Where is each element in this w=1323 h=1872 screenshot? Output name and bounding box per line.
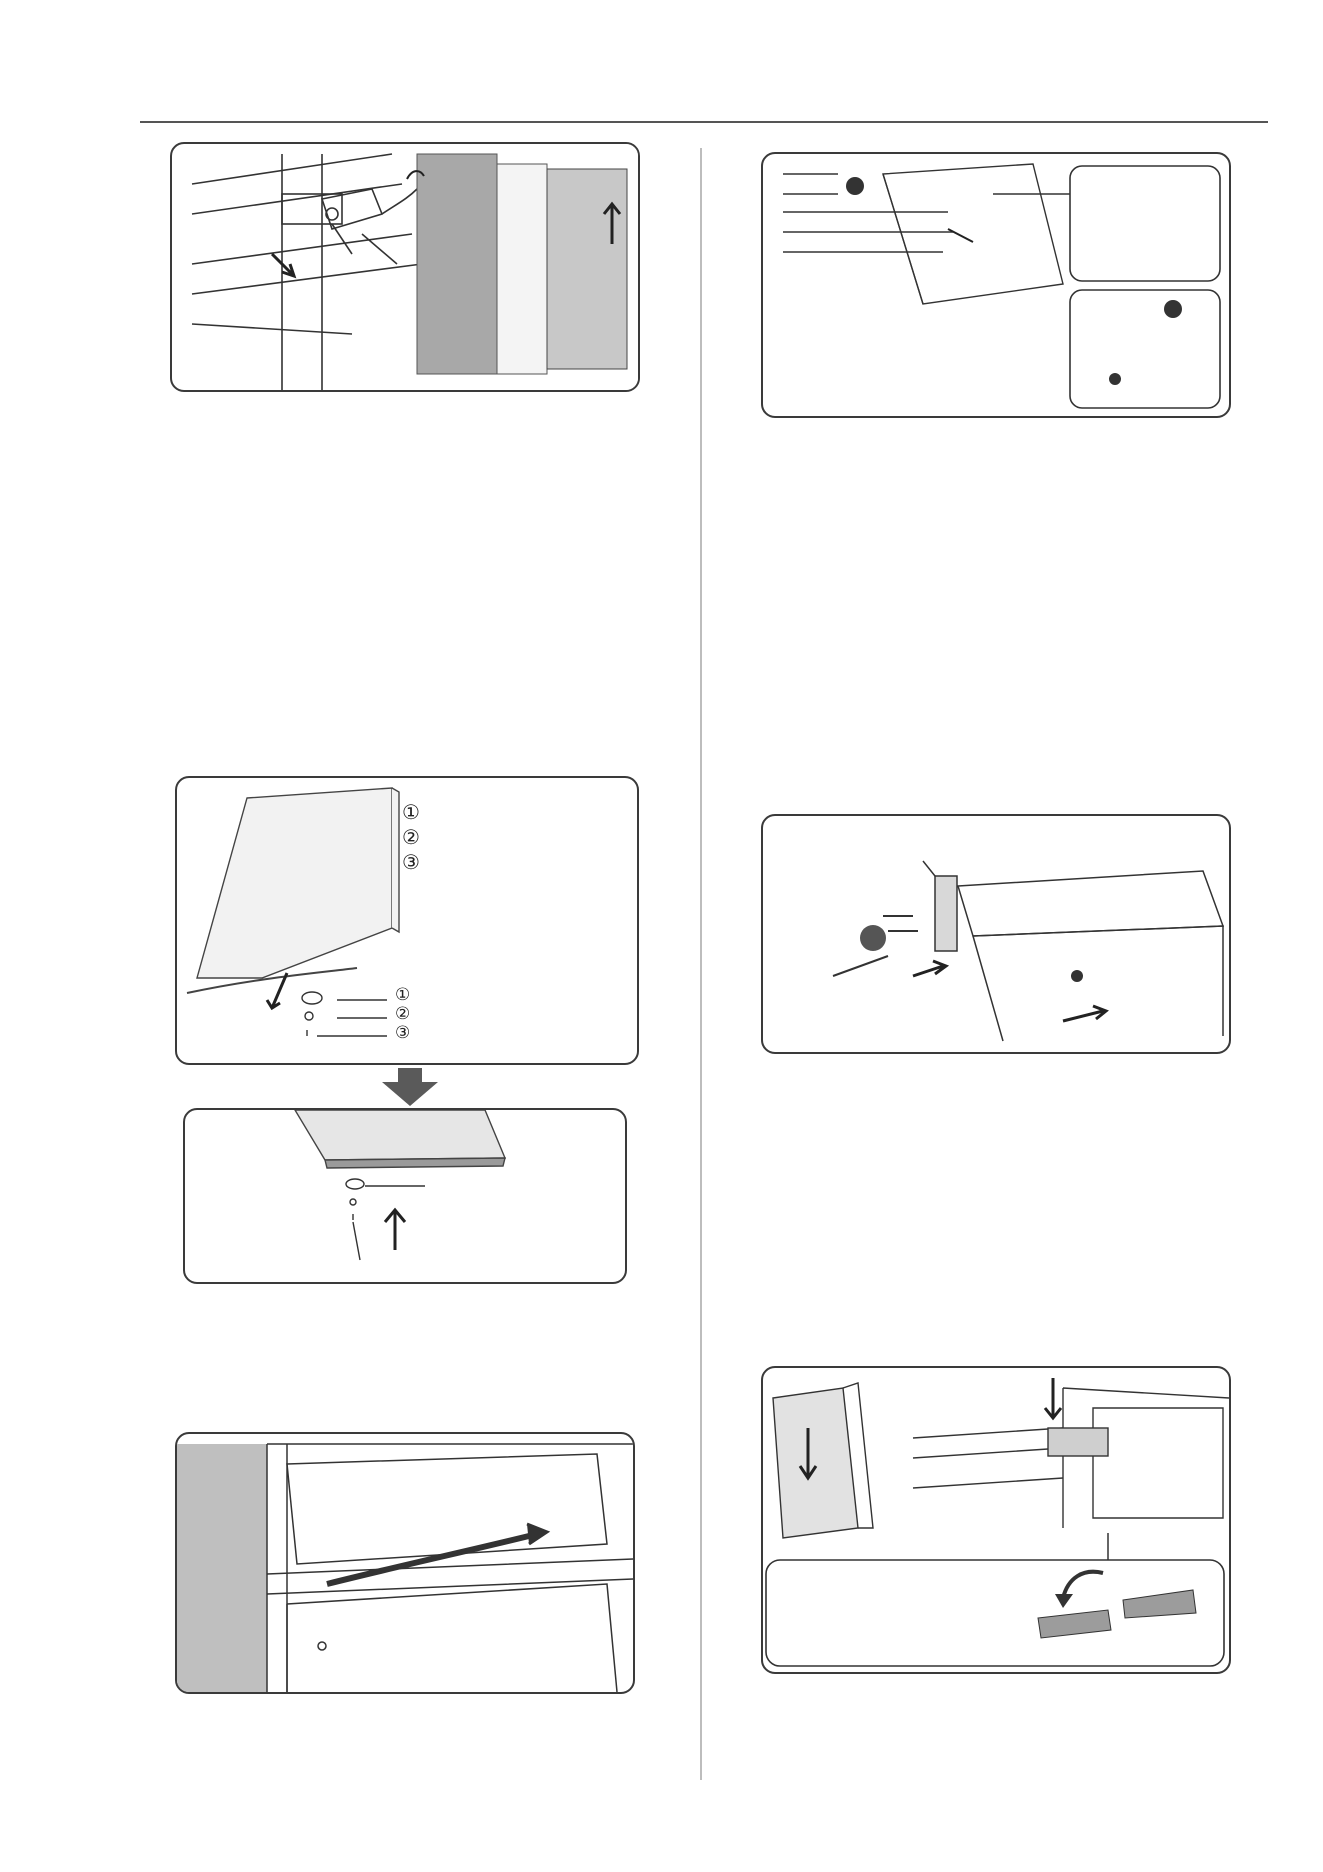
- figure-lower-door-hinge: [175, 1432, 635, 1694]
- figure-top-hinge-removal: [170, 142, 640, 392]
- header-rule: [140, 121, 1268, 123]
- callout-list: [395, 986, 410, 1043]
- column-divider: [700, 148, 702, 1780]
- fit-hinge-illustration: [763, 816, 1229, 1052]
- top-cover-illustration: [763, 154, 1229, 416]
- figure-door-hinge-parts: [175, 776, 639, 1065]
- callout-2: ②: [395, 1004, 411, 1024]
- figure-rehang-upper-door: [761, 1366, 1231, 1674]
- figure-fit-hinge-other-side: [761, 814, 1231, 1054]
- top-hinge-illustration: [172, 144, 638, 390]
- marker-3: ③: [402, 850, 420, 874]
- lower-door-illustration: [177, 1434, 633, 1692]
- callout-1: ①: [395, 985, 411, 1005]
- callout-3: ③: [395, 1023, 411, 1043]
- door-reinstall-illustration: [185, 1110, 625, 1282]
- marker-list: [402, 800, 420, 875]
- figure-top-cover-swap: [761, 152, 1231, 418]
- marker-2: ②: [402, 825, 420, 849]
- down-arrow-icon: [380, 1068, 440, 1106]
- rehang-door-illustration: [763, 1368, 1229, 1672]
- marker-1: ①: [402, 800, 420, 824]
- figure-door-hinge-reinstall: [183, 1108, 627, 1284]
